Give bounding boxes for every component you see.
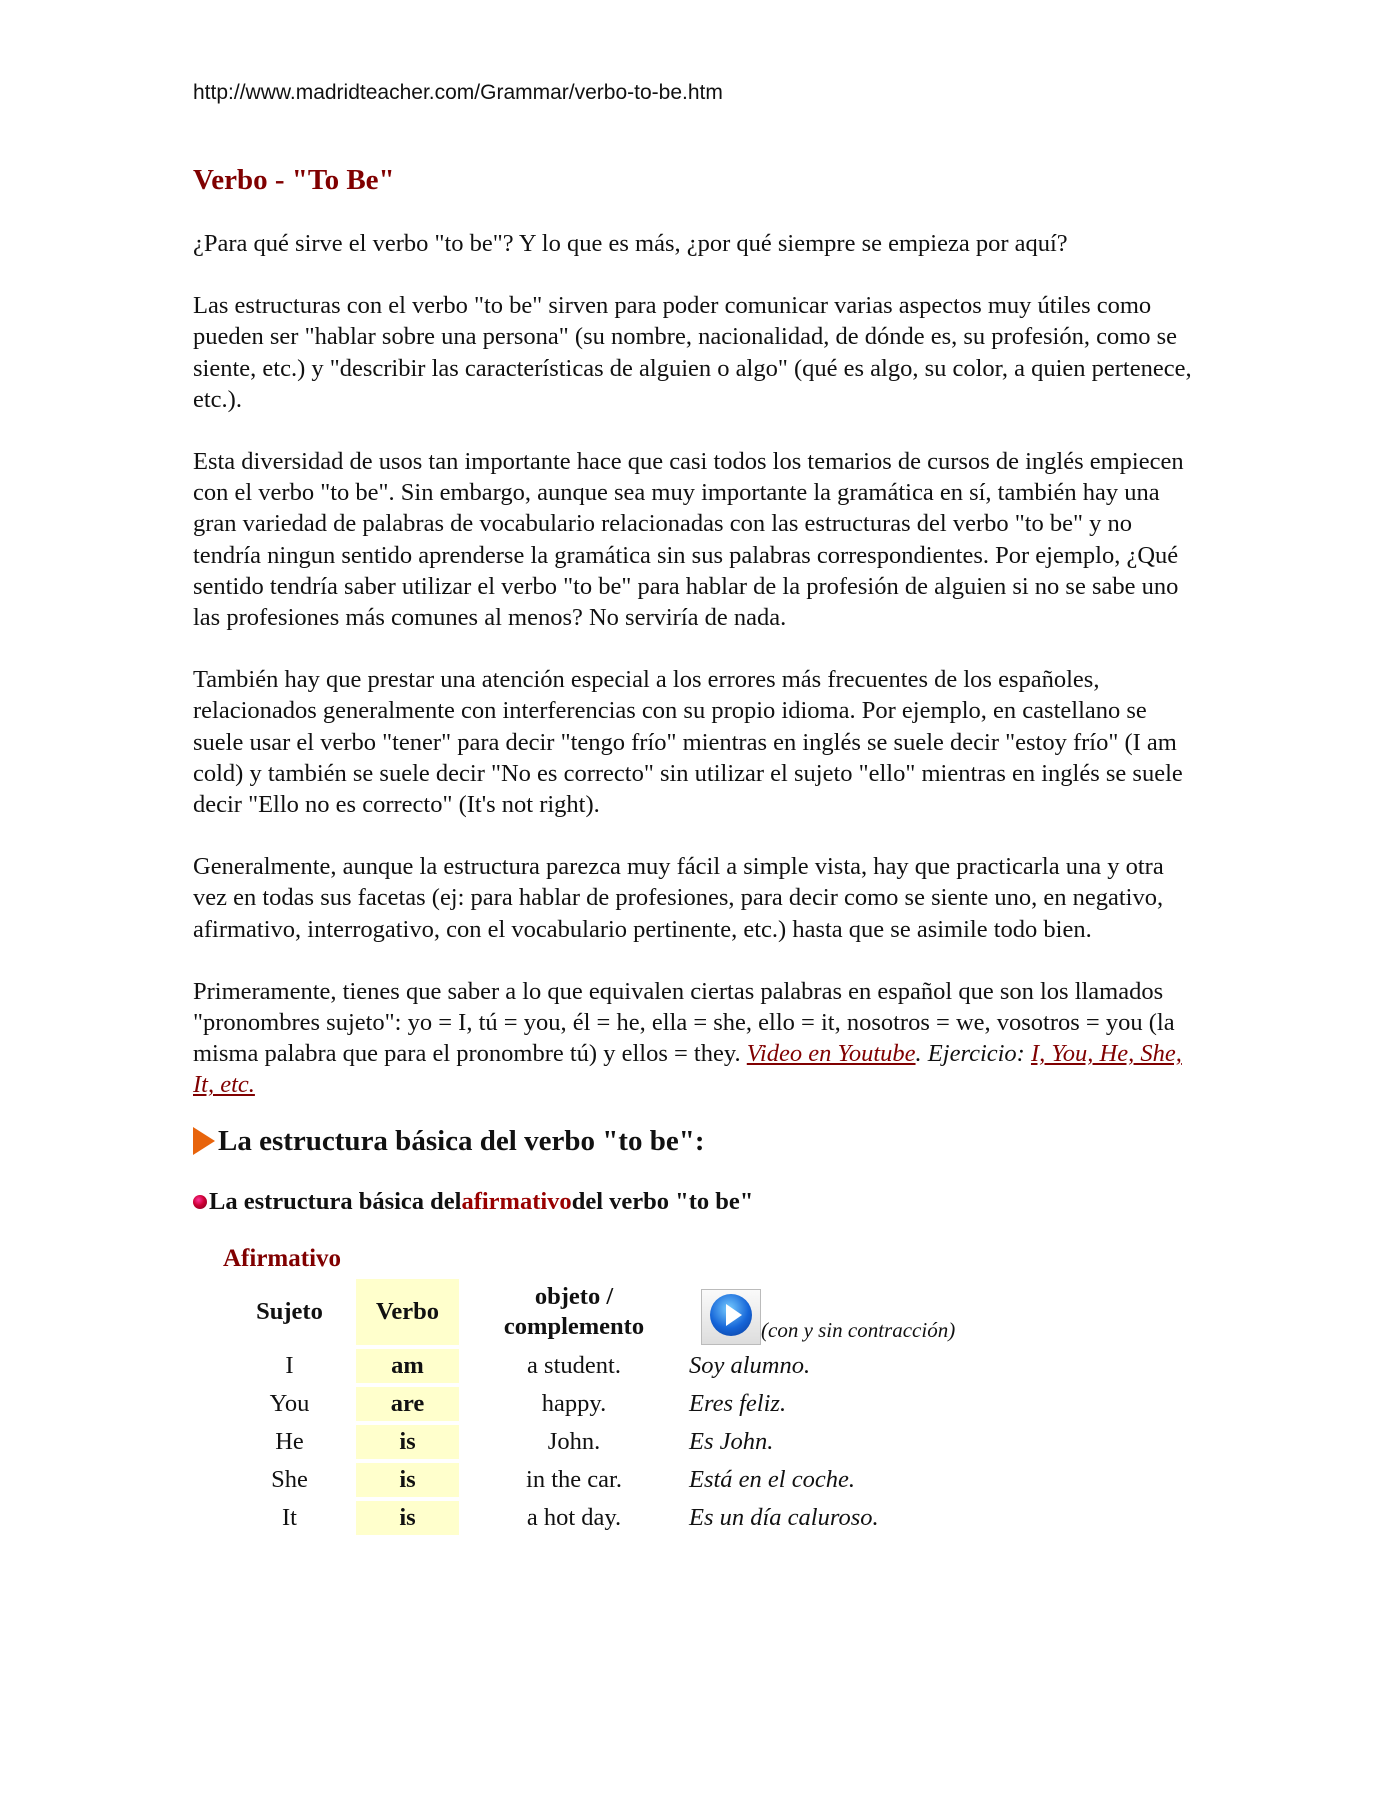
- cell-subject: It: [282, 1503, 297, 1531]
- cell-subject: I: [285, 1351, 294, 1379]
- subheading: [193, 1185, 1203, 1219]
- cell-translation: Soy alumno.: [689, 1351, 811, 1379]
- cell-object: a hot day.: [526, 1503, 622, 1531]
- header-subject: Sujeto: [256, 1297, 323, 1325]
- table-row: [223, 1501, 955, 1535]
- cell-object: in the car.: [526, 1465, 622, 1493]
- paragraph-text: Primeramente, tienes que saber a lo que equivalen ciertas palabras en español que son los llamados "pronombres sujeto": yo = I, tú = you, él = he, ella = she, ello = it, nosotros = we, vosotros = you (la misma palabra que para el pronombre tú) y ellos = they.: [193, 977, 1175, 1068]
- paragraph: Esta diversidad de usos tan importante hace que casi todos los temarios de cursos de inglés empiecen con el verbo "to be". Sin embargo, aunque sea muy importante la gramática en sí, también hay una gran variedad de palabras de vocabulario relacionadas con las estructuras del verbo "to be" y no tendría ningun sentido aprenderse la gramática sin sus palabras correspondientes. Por ejemplo, ¿Qué sentido tendría saber utilizar el verbo "to be" para hablar de la profesión de alguien si no se sabe uno las profesiones más comunes al menos? No serviría de nada.: [193, 448, 1184, 632]
- header-object-line2: complemento: [503, 1312, 645, 1340]
- bullet-ball-icon: [193, 1195, 207, 1209]
- youtube-video-link[interactable]: Video en Youtube: [746, 1040, 916, 1068]
- table-row: [223, 1349, 955, 1383]
- paragraph: Las estructuras con el verbo "to be" sirven para poder comunicar varias aspectos muy útiles como pueden ser "hablar sobre una persona" (su nombre, nacionalidad, de dónde es, su profesión, como se siente, etc.) y "describir las características de alguien o algo" (qué es algo, su color, a quien pertenece, etc.).: [193, 292, 1192, 413]
- cell-verb: is: [356, 1463, 459, 1497]
- cell-translation: Eres feliz.: [689, 1389, 787, 1417]
- exercise-link[interactable]: I, You, He, She, It, etc.: [193, 1040, 1182, 1099]
- paragraph: ¿Para qué sirve el verbo "to be"? Y lo que es más, ¿por qué siempre se empieza por aquí?: [193, 230, 1068, 257]
- subheading-after: del verbo "to be": [571, 1187, 754, 1215]
- header-verb: Verbo: [356, 1279, 459, 1345]
- cell-translation: Está en el coche.: [689, 1465, 855, 1493]
- arrow-icon: [193, 1127, 215, 1155]
- table-row: [223, 1387, 955, 1421]
- cell-object: happy.: [541, 1389, 607, 1417]
- exercise-label: . Ejercicio:: [915, 1040, 1031, 1068]
- source-url: http://www.madridteacher.com/Grammar/verbo-to-be.htm: [193, 81, 723, 104]
- paragraph-pronouns: [193, 976, 1203, 1101]
- table-caption: Afirmativo: [223, 1244, 342, 1272]
- cell-verb: is: [356, 1501, 459, 1535]
- cell-verb: is: [356, 1425, 459, 1459]
- page-title: Verbo - "To Be": [193, 164, 395, 196]
- subheading-before: La estructura básica del: [209, 1187, 462, 1215]
- cell-translation: Es un día caluroso.: [689, 1503, 879, 1531]
- cell-object: a student.: [527, 1351, 621, 1379]
- contraction-note: (con y sin contracción): [761, 1317, 956, 1342]
- article: [193, 160, 1203, 1539]
- header-audio: [689, 1279, 955, 1345]
- table-header-row: [223, 1279, 955, 1345]
- paragraph: Generalmente, aunque la estructura parezca muy fácil a simple vista, hay que practicarla una y otra vez en todas sus facetas (ej: para hablar de profesiones, para decir como se siente uno, en negativo, afirmativo, interrogativo, con el vocabulario pertinente, etc.) hasta que se asimile todo bien.: [193, 853, 1164, 943]
- paragraph: También hay que prestar una atención especial a los errores más frecuentes de los españoles, relacionados generalmente con interferencias con su propio idioma. Por ejemplo, en castellano se suele usar el verbo "tener" para decir "tengo frío" mientras en inglés se suele decir "estoy frío" (I am cold) y también se suele decir "No es correcto" sin utilizar el sujeto "ello" mientras en inglés se suele decir "Ello no es correcto" (It's not right).: [193, 666, 1183, 819]
- play-audio-icon[interactable]: [701, 1289, 761, 1345]
- subheading-highlight: afirmativo: [461, 1187, 572, 1215]
- header-object: [459, 1279, 689, 1345]
- header-object-line1: objeto /: [534, 1282, 614, 1310]
- cell-verb: are: [356, 1387, 459, 1421]
- table-row: [223, 1463, 955, 1497]
- cell-object: John.: [547, 1427, 601, 1455]
- cell-subject: He: [275, 1427, 304, 1455]
- cell-subject: You: [269, 1389, 310, 1417]
- conjugation-table: [223, 1275, 955, 1539]
- section-heading-text: La estructura básica del verbo "to be":: [218, 1124, 705, 1157]
- cell-translation: Es John.: [689, 1427, 774, 1455]
- cell-verb: am: [356, 1349, 459, 1383]
- section-heading: [193, 1121, 1203, 1161]
- cell-subject: She: [271, 1465, 308, 1493]
- table-row: [223, 1425, 955, 1459]
